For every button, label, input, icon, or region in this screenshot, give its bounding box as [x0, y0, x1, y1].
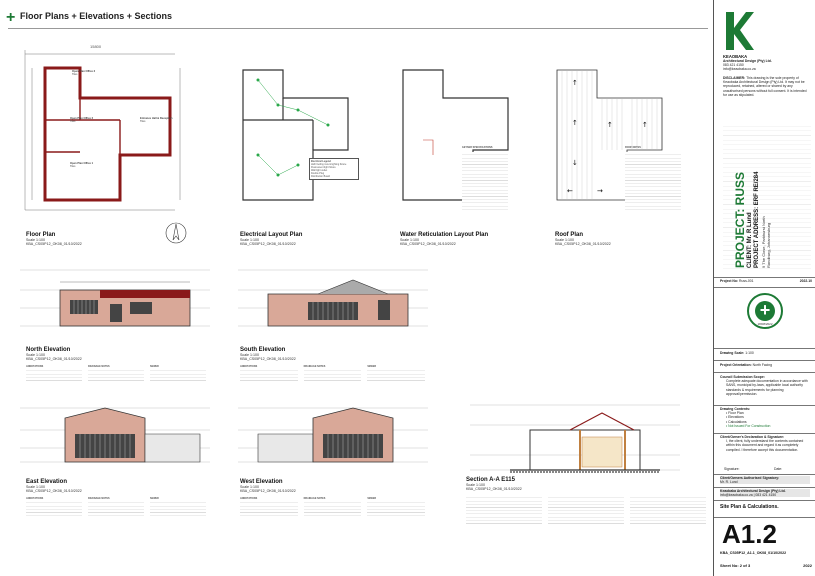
- room-label: Open Plan Office 2 Tiles: [70, 117, 94, 124]
- section-caption: Section A-A E115 Scale 1:100 KBA_CS05P12_OK08_01/10/2022: [466, 477, 522, 492]
- svg-text:↑: ↑: [572, 119, 578, 127]
- electrical-caption: Electrical Layout Plan Scale 1:100 KBA_CS05P12_OK08_01/10/2022: [240, 232, 303, 247]
- sheet-title: Floor Plans + Elevations + Sections: [20, 11, 173, 21]
- north-notes: ANNOTATIONS DRAINAGE NOTES SEWER: [26, 365, 206, 385]
- water-caption: Water Reticulation Layout Plan Scale 1:100 KBA_CS05P12_OK08_01/10/2022: [400, 232, 489, 247]
- header-divider: [8, 28, 708, 29]
- section-notes: [466, 495, 706, 525]
- floor-plan-drawing: [20, 40, 190, 220]
- electrical-plan-drawing: [238, 65, 358, 210]
- company-logo: [724, 10, 754, 52]
- roof-caption: Roof Plan Scale 1:100 KBA_CS05P12_OK08_01/10/2022: [555, 232, 611, 247]
- firm-contact: Keaobaka Architectural Design (Pty) Ltd. info@keaobaka.co.za | 083 421 4150: [720, 489, 810, 497]
- svg-text:↑: ↑: [642, 121, 648, 129]
- sheet-title-label: Site Plan & Calculations.: [720, 504, 779, 510]
- company-info: KEAOBAKA Architectural Design (Pty) Ltd. 083 421 4150 info@keaobaka.co.za: [723, 54, 772, 72]
- west-elevation-caption: West Elevation Scale 1:100 KBA_CS05P12_OK08_01/10/2022: [240, 479, 296, 494]
- electrical-legend: Electrical Legend LED Ceiling mount lighting fixture Fluorescent light fixture Wall light outlet Double Plug Distribution Board: [309, 158, 359, 180]
- submission-scope: Council Submission Scope: Complete adequate documentation in accordance with SANS, municipal by-laws, applicable local authority standards & requirements for planning approval/permission.: [720, 375, 808, 396]
- sheet-code: A1.2: [722, 519, 777, 549]
- plus-icon: +: [6, 9, 16, 26]
- drawing-scale: Drawing Scale: 1:100: [720, 351, 754, 355]
- sheet-number-row: Sheet No: 2 of 3 2022: [720, 563, 812, 568]
- south-notes: ANNOTATIONS DRAINAGE NOTES SEWER: [240, 365, 425, 385]
- south-elevation-drawing: [238, 268, 428, 333]
- project-number-row: Project No: Russ-001 2022.10: [720, 279, 812, 283]
- authorised-signatory: Client/Owners Authorised Signatory: Mr. R. Lund: [720, 476, 810, 484]
- svg-text:←: ←: [567, 187, 573, 195]
- east-elevation-caption: East Elevation Scale 1:100 KBA_CS05P12_OK08_01/10/2022: [26, 479, 82, 494]
- disclaimer: DISCLAIMER: This drawing is the sole property of Keaobaka Architectural Design (Pty) Ltd. It may not be reproduced, retained, altered or shared by any unauthorised persons without full consent. It is intended for use as stipulated.: [723, 76, 807, 97]
- drawing-contents: Drawing Contents: • Floor Plan • Elevations • Calculations • Not Issued For Construction: [720, 407, 771, 428]
- room-label: Open Plan Office 1 Tiles: [70, 162, 94, 169]
- svg-text:↑: ↑: [607, 121, 613, 129]
- section-drawing: [470, 395, 680, 480]
- signature-label: Signature:: [724, 467, 740, 471]
- date-label: Date:: [774, 467, 783, 471]
- file-reference: KBA_CS05P12_A1.1_OK08_01/10/2022: [720, 551, 787, 555]
- svg-text:→: →: [597, 187, 603, 195]
- project-orientation: Project Orientation: North Facing: [720, 363, 773, 367]
- owner-declaration: Client/Owner's Declaration & Signature: I, the client, fully understand the contents contained within this document and regard it as completely compiled. I therefore accept this documentation.: [720, 435, 804, 452]
- svg-text:15800: 15800: [90, 44, 102, 49]
- south-elevation-caption: South Elevation Scale 1:100 KBA_CS05P12_OK08_01/10/2022: [240, 347, 296, 362]
- plus-icon: +: [755, 301, 775, 321]
- sheet-header: [0, 8, 713, 28]
- west-elevation-drawing: [238, 404, 428, 469]
- east-elevation-drawing: [20, 404, 210, 469]
- room-label: Entrance Hall & Reception Tiles: [140, 117, 173, 124]
- approval-stamp: + 18/08/2022: [747, 293, 783, 329]
- svg-text:↓: ↓: [572, 159, 578, 167]
- east-notes: ANNOTATIONS DRAINAGE NOTES SEWER: [26, 497, 206, 521]
- title-block: [713, 0, 815, 576]
- project-vertical-labels: PROJECT: RUSS CLIENT: Mr. R Lund PROJECT ADDRESS: ERF RE/284 9 The Close, Parkhurst North Randburg, Johannesburg: [733, 171, 771, 268]
- west-notes: ANNOTATIONS DRAINAGE NOTES SEWER: [240, 497, 425, 521]
- svg-text:↑: ↑: [572, 79, 578, 87]
- geyser-spec: GEYSER SPECIFICATIONS: [462, 146, 512, 149]
- floor-plan-caption: Floor Plan Scale 1:100 KBA_CS05P12_OK08_01/10/2022: [26, 232, 82, 247]
- north-arrow-icon: [165, 222, 187, 244]
- room-label: Open Plan Office 3 Tiles: [72, 70, 96, 77]
- roof-notes: ROOF NOTES: [625, 146, 685, 149]
- north-elevation-caption: North Elevation Scale 1:100 KBA_CS05P12_OK08_01/10/2022: [26, 347, 82, 362]
- north-elevation-drawing: [20, 268, 210, 333]
